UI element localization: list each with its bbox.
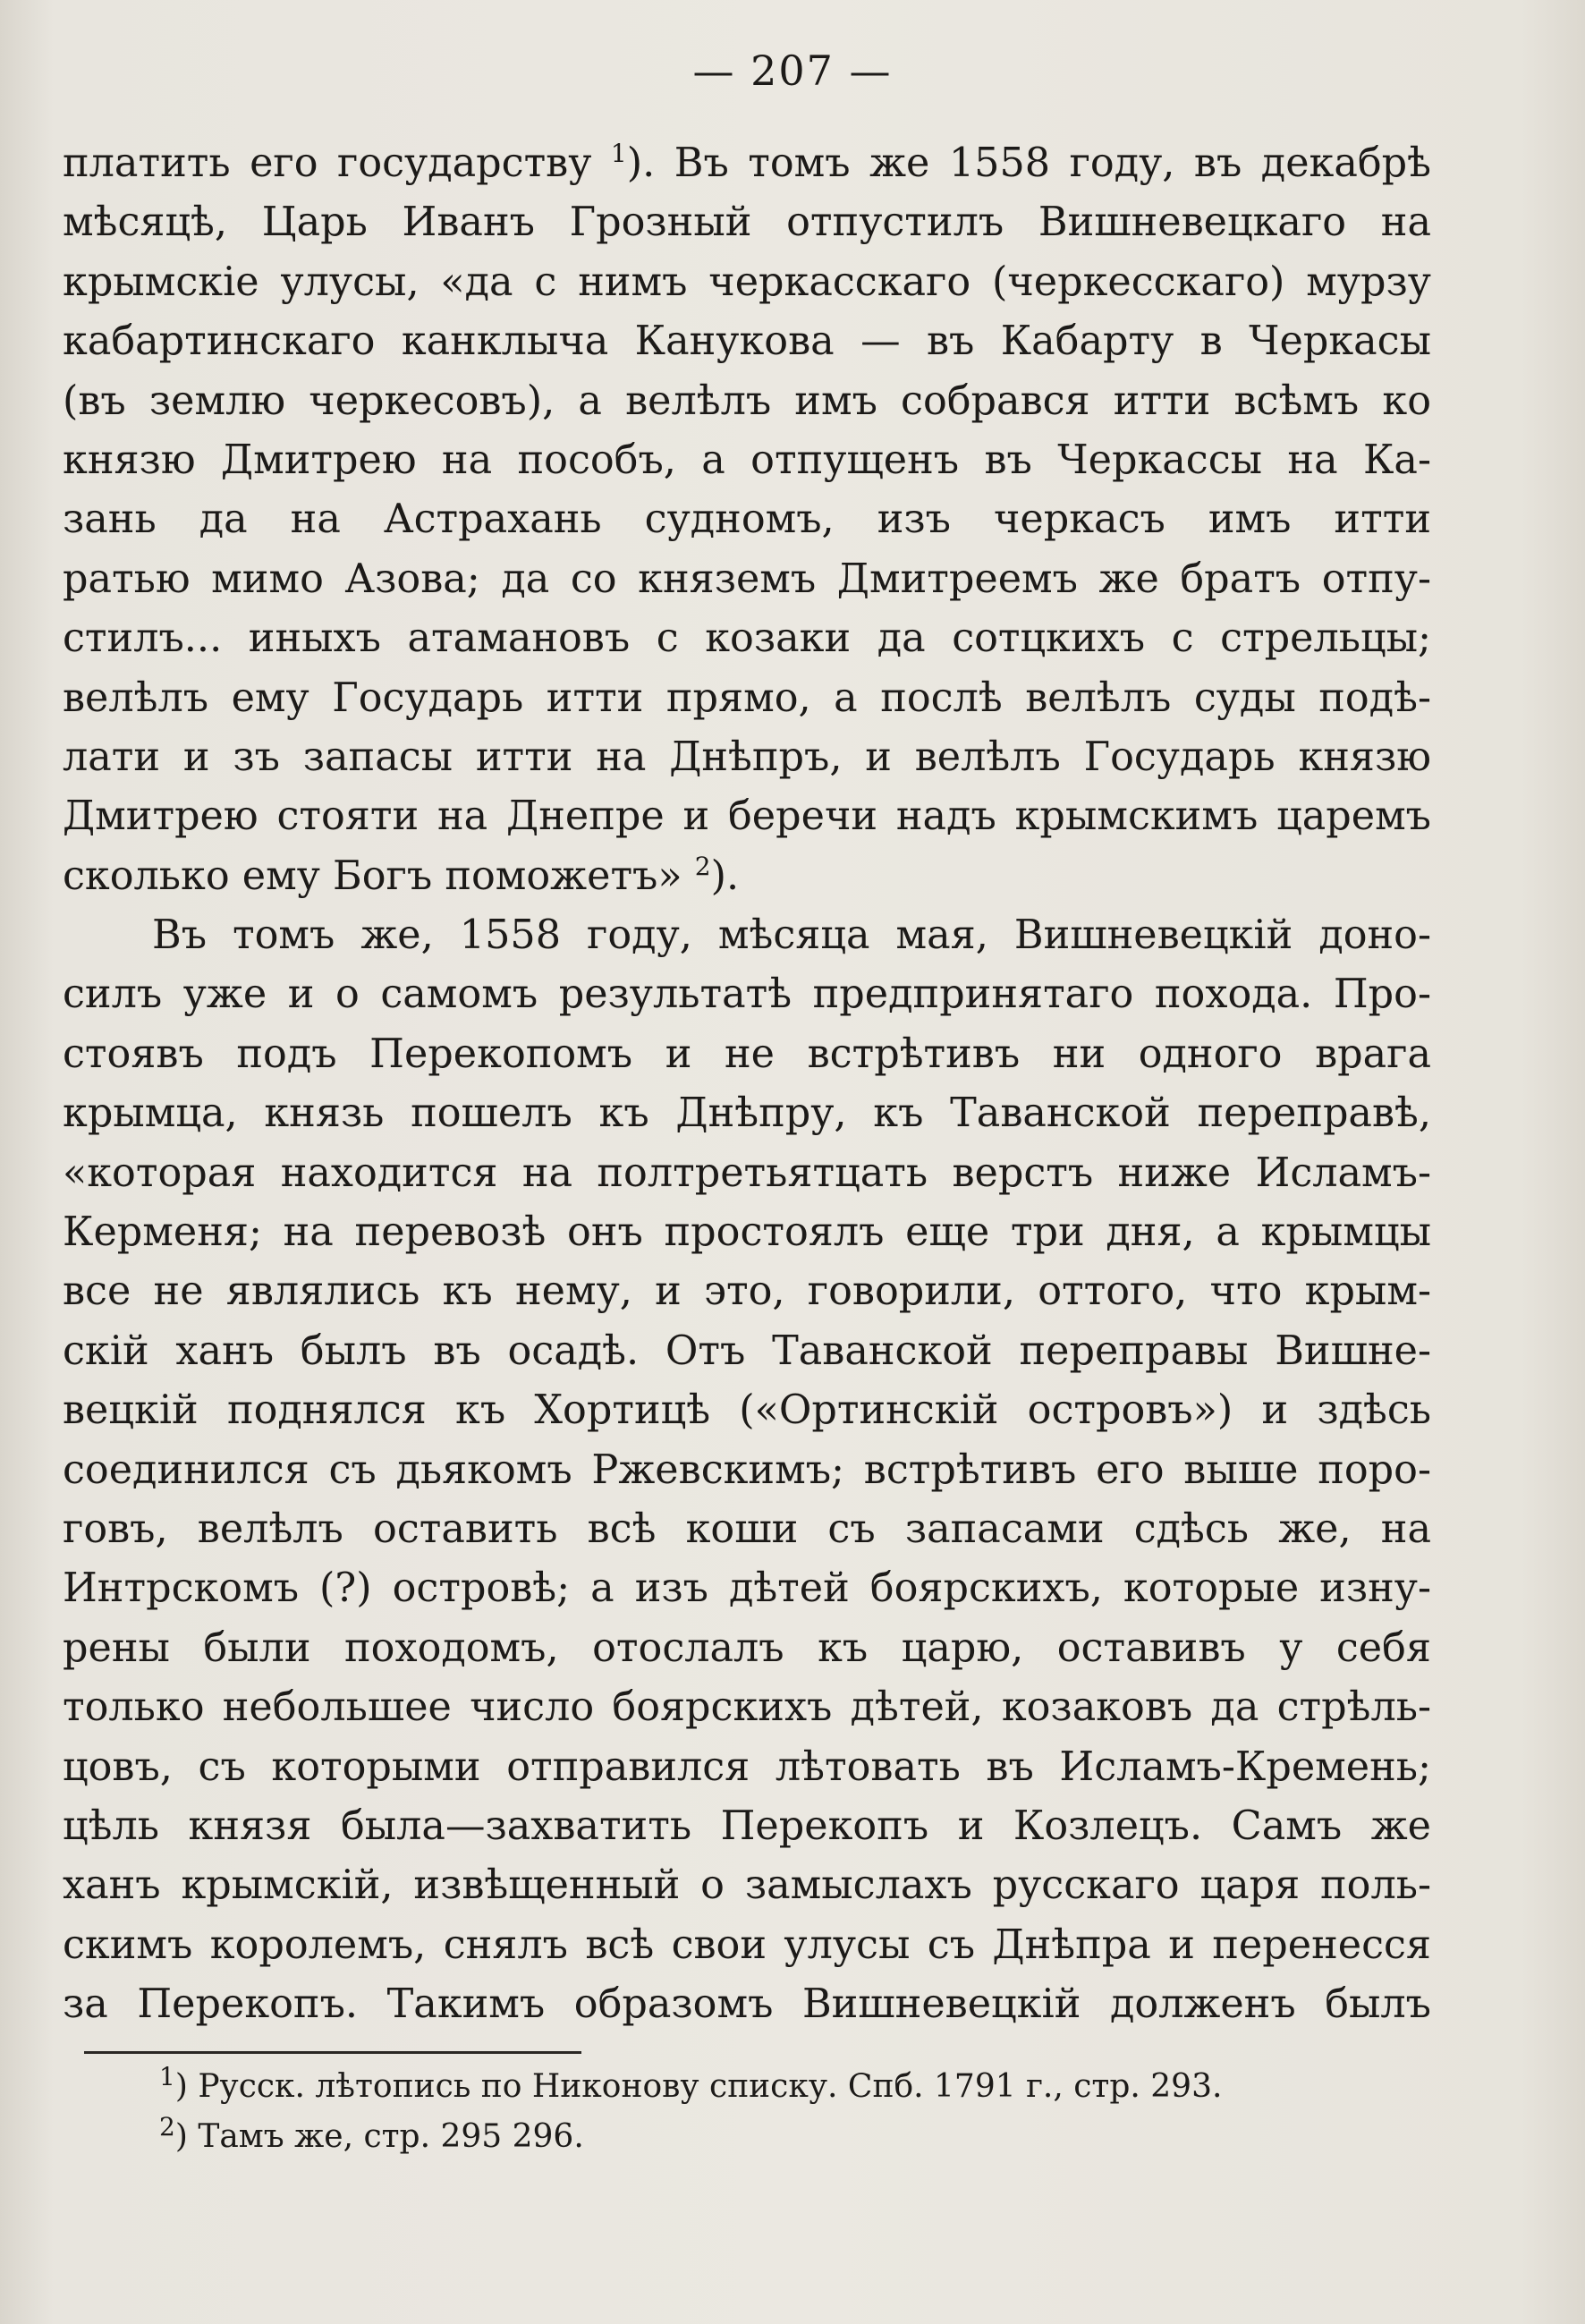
text-line: силъ уже и о самомъ результатѣ предпринятаго похода. Про- bbox=[63, 971, 1431, 1018]
text-line: Керменя; на перевозѣ онъ простоялъ еще три дня, а крымцы bbox=[63, 1209, 1431, 1256]
text-line: цовъ, съ которыми отправился лѣтовать въ Исламъ-Кремень; bbox=[63, 1743, 1431, 1790]
text-line: (въ землю черкесовъ), а велѣлъ имъ собрався итти всѣмъ ко bbox=[63, 377, 1431, 424]
page-number: — 207 — bbox=[692, 47, 893, 95]
footnote-number: 1 bbox=[159, 2062, 175, 2091]
footnote-divider bbox=[84, 2051, 581, 2054]
text-line: скій ханъ былъ въ осадѣ. Отъ Таванской переправы Вишне- bbox=[63, 1327, 1431, 1374]
text-line: князю Дмитрею на пособъ, а отпущенъ въ Черкассы на Ка- bbox=[63, 437, 1431, 483]
text-line: стоявъ подъ Перекопомъ и не встрѣтивъ ни одного врага bbox=[63, 1031, 1431, 1077]
text-line: только небольшее число боярскихъ дѣтей, козаковъ да стрѣль- bbox=[63, 1684, 1431, 1731]
text-line: соединился съ дьякомъ Ржевскимъ; встрѣтивъ его выше поро- bbox=[63, 1446, 1431, 1493]
body-text bbox=[63, 134, 1431, 2035]
text-line: велѣлъ ему Государь итти прямо, а послѣ велѣлъ суды подѣ- bbox=[63, 674, 1431, 721]
text-line: кабартинскаго канклыча Канукова — въ Кабарту в Черкасы bbox=[63, 318, 1431, 365]
footnote-mark: 1 bbox=[610, 139, 627, 169]
text-line: сколько ему Богъ поможетъ» $^2$). bbox=[63, 851, 740, 899]
text-line: ратью мимо Азова; да со княземъ Дмитреемъ же братъ отпу- bbox=[63, 556, 1431, 602]
text-line: Дмитрею стояти на Днепре и беречи надъ крымскимъ царемъ bbox=[63, 793, 1431, 840]
text-line: платить его государству $^1$). Въ томъ же 1558 году, въ декабрѣ bbox=[63, 139, 1431, 186]
text-line: стилъ... иныхъ атамановъ с козаки да сотцкихъ с стрельцы; bbox=[63, 615, 1431, 662]
text-line: ханъ крымскій, извѣщенный о замыслахъ русскаго царя поль- bbox=[63, 1862, 1431, 1909]
text-line: Въ томъ же, 1558 году, мѣсяца мая, Вишневецкій доно- bbox=[152, 912, 1431, 959]
text-line: Интрскомъ (?) островѣ; а изъ дѣтей боярскихъ, которые изну- bbox=[63, 1565, 1431, 1612]
text-line: крымскіе улусы, «да с нимъ черкасскаго (черкесскаго) мурзу bbox=[63, 259, 1431, 305]
text-line: все не являлись къ нему, и это, говорили, оттого, что крым- bbox=[63, 1268, 1431, 1315]
footnote-number: 2 bbox=[159, 2112, 175, 2142]
text-line: зань да на Астрахань судномъ, изъ черкасъ имъ итти bbox=[63, 496, 1431, 543]
footnote: $^1$) Русск. лѣтопись по Никонову списку. Спб. 1791 г., стр. 293. bbox=[159, 2062, 1223, 2105]
text-line: «которая находится на полтретьятцать верстъ ниже Исламъ- bbox=[63, 1149, 1431, 1196]
text-line: за Перекопъ. Такимъ образомъ Вишневецкій долженъ былъ bbox=[63, 1981, 1431, 2028]
text-line: скимъ королемъ, снялъ всѣ свои улусы съ Днѣпра и перенесся bbox=[63, 1921, 1431, 1968]
text-line: вецкій поднялся къ Хортицѣ («Ортинскій островъ») и здѣсь bbox=[63, 1387, 1431, 1434]
footnotes bbox=[159, 2062, 1411, 2162]
text-line: мѣсяцѣ, Царь Иванъ Грозный отпустилъ Вишневецкаго на bbox=[63, 199, 1431, 246]
text-line: рены были походомъ, отослалъ къ царю, оставивъ у себя bbox=[63, 1624, 1431, 1671]
text-line: цѣль князя была—захватить Перекопъ и Козлецъ. Самъ же bbox=[63, 1802, 1431, 1849]
footnote-mark: 2 bbox=[694, 851, 711, 881]
text-line: крымца, князь пошелъ къ Днѣпру, къ Таванской переправѣ, bbox=[63, 1090, 1431, 1137]
footnote: $^2$) Тамъ же, стр. 295 296. bbox=[159, 2112, 584, 2155]
text-line: говъ, велѣлъ оставить всѣ коши съ запасами сдѣсь же, на bbox=[63, 1506, 1431, 1552]
text-line: лати и зъ запасы итти на Днѣпръ, и велѣлъ Государь князю bbox=[63, 734, 1431, 780]
